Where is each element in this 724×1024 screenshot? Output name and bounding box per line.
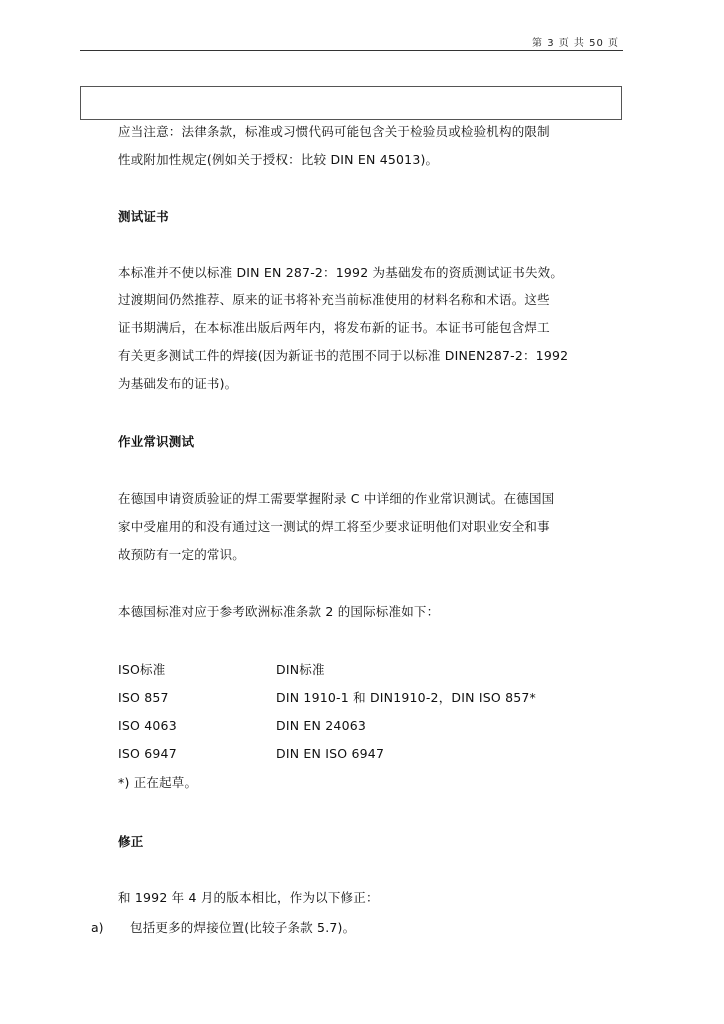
table-cell-iso: ISO 857 [118, 690, 169, 705]
paragraph-line: 有关更多测试工件的焊接(因为新证书的范围不同于以标准 DINEN287-2：1992 [118, 348, 569, 363]
paragraph-line: 性或附加性规定(例如关于授权：比较 DIN EN 45013)。 [118, 152, 439, 167]
boxed-frame [80, 86, 622, 120]
table-cell-din: DIN EN ISO 6947 [276, 746, 385, 761]
paragraph-line: 家中受雇用的和没有通过这一测试的焊工将至少要求证明他们对职业安全和事 [118, 519, 550, 534]
list-item: 包括更多的焊接位置(比较子条款 5.7)。 [130, 920, 356, 935]
paragraph-line: 故预防有一定的常识。 [118, 547, 246, 562]
paragraph-line: 本德国标准对应于参考欧洲标准条款 2 的国际标准如下： [118, 604, 440, 619]
standards-table-header [118, 662, 325, 678]
table-header-iso: ISO标准 [118, 662, 166, 677]
page-header [80, 30, 623, 51]
table-row [118, 690, 536, 706]
footnote: *) 正在起草。 [118, 775, 198, 790]
paragraph-line: 在德国申请资质验证的焊工需要掌握附录 C 中详细的作业常识测试。在德国国 [118, 491, 555, 506]
paragraph-line: 为基础发布的证书)。 [118, 376, 238, 391]
list-marker: a) [91, 920, 104, 935]
paragraph-line: 证书期满后，在本标准出版后两年内，将发布新的证书。本证书可能包含焊工 [118, 320, 550, 335]
table-cell-iso: ISO 4063 [118, 718, 177, 733]
section-heading-job-knowledge: 作业常识测试 [118, 434, 195, 449]
table-cell-din: DIN EN 24063 [276, 718, 367, 733]
table-header-din: DIN标准 [276, 662, 325, 677]
section-heading-test-certificate: 测试证书 [118, 209, 169, 224]
paragraph-line: 应当注意：法律条款，标准或习惯代码可能包含关于检验员或检验机构的限制 [118, 124, 550, 139]
paragraph-line: 过渡期间仍然推荐、原来的证书将补充当前标准使用的材料名称和术语。这些 [118, 292, 550, 307]
paragraph-line: 本标准并不使以标准 DIN EN 287-2：1992 为基础发布的资质测试证书失效。 [118, 265, 564, 280]
table-row [118, 746, 385, 762]
table-row [118, 718, 367, 734]
page-number: 第 3 页 共 50 页 [532, 38, 619, 49]
table-cell-iso: ISO 6947 [118, 746, 177, 761]
table-cell-din: DIN 1910-1 和 DIN1910-2，DIN ISO 857* [276, 690, 536, 705]
paragraph-line: 和 1992 年 4 月的版本相比，作为以下修正： [118, 890, 379, 905]
section-heading-amendments: 修正 [118, 834, 144, 849]
